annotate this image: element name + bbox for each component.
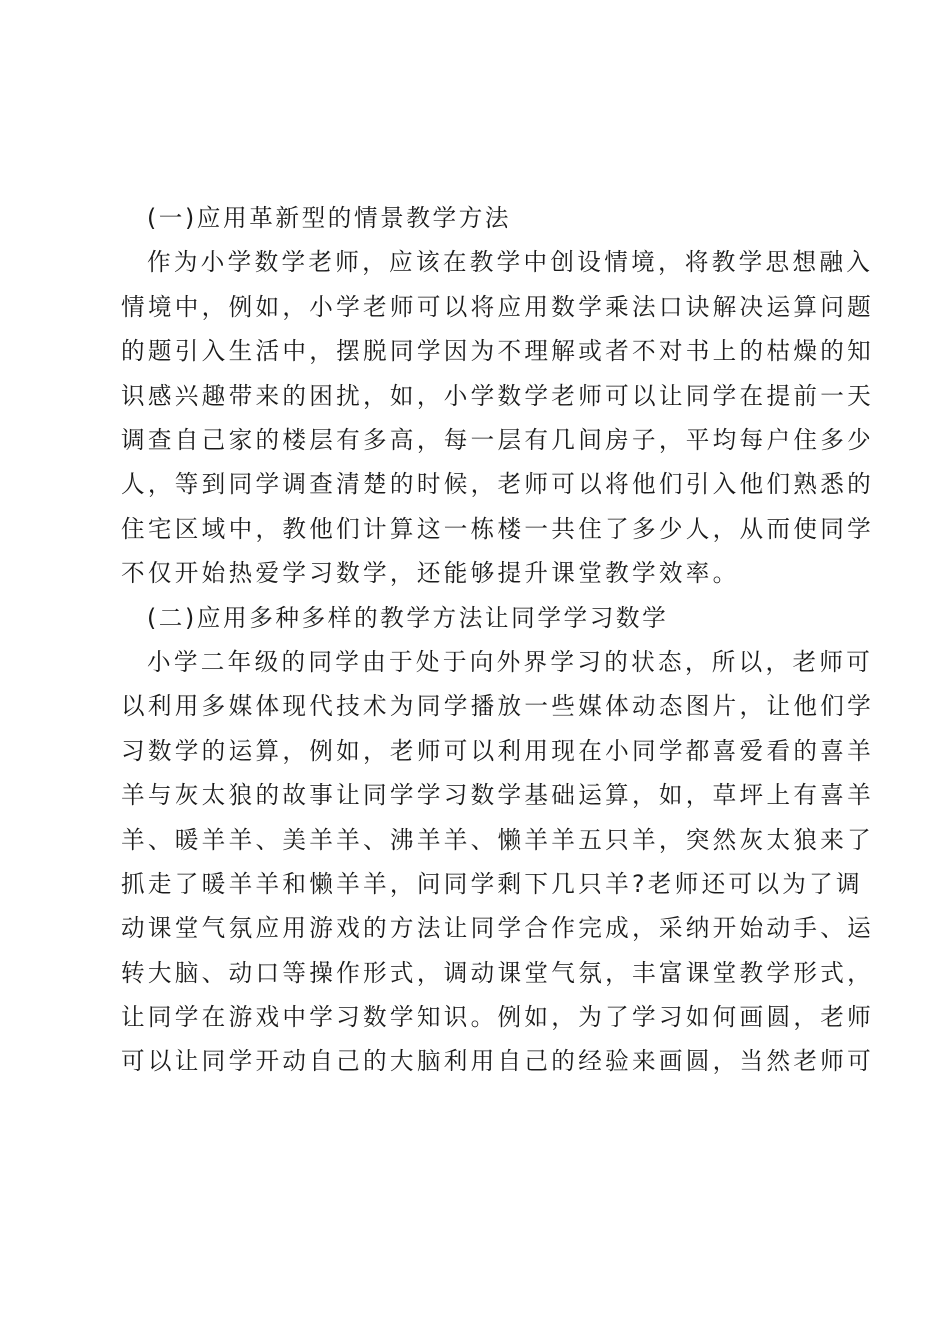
section-heading: (二)应用多种多样的教学方法让同学学习数学 <box>147 603 669 632</box>
paragraph-line: 可以让同学开动自己的大脑利用自己的经验来画圆，当然老师可 <box>121 1047 875 1076</box>
paragraph-line: 作为小学数学老师，应该在教学中创设情境，将教学思想融入 <box>147 248 874 277</box>
paragraph-line: 调查自己家的楼层有多高，每一层有几间房子，平均每户住多少 <box>121 425 875 454</box>
paragraph-line: 小学二年级的同学由于处于向外界学习的状态，所以，老师可 <box>147 647 874 676</box>
paragraph-line: 动课堂气氛应用游戏的方法让同学合作完成，采纳开始动手、运 <box>121 914 875 943</box>
paragraph-line: 不仅开始热爱学习数学，还能够提升课堂教学效率。 <box>121 559 740 588</box>
section-heading: (一)应用革新型的情景教学方法 <box>147 204 512 232</box>
paragraph-line: 转大脑、动口等操作形式，调动课堂气氛，丰富课堂教学形式， <box>121 958 875 987</box>
paragraph-line: 情境中，例如，小学老师可以将应用数学乘法口诀解决运算问题 <box>121 292 875 321</box>
paragraph-line: 让同学在游戏中学习数学知识。例如，为了学习如何画圆，老师 <box>121 1003 875 1032</box>
section-paragraph <box>121 240 875 595</box>
section-1 <box>121 196 875 596</box>
paragraph-line: 识感兴趣带来的困扰，如，小学数学老师可以让同学在提前一天 <box>121 381 875 410</box>
paragraph-line: 以利用多媒体现代技术为同学播放一些媒体动态图片，让他们学 <box>121 692 875 721</box>
paragraph-line: 住宅区域中，教他们计算这一栋楼一共住了多少人，从而使同学 <box>121 514 875 543</box>
paragraph-line: 习数学的运算，例如，老师可以利用现在小同学都喜爱看的喜羊 <box>121 736 875 765</box>
paragraph-line: 羊与灰太狼的故事让同学学习数学基础运算，如，草坪上有喜羊 <box>121 781 875 810</box>
paragraph-line: 人，等到同学调查清楚的时候，老师可以将他们引入他们熟悉的 <box>121 470 875 499</box>
section-paragraph <box>121 640 875 1084</box>
document-body <box>121 196 875 1084</box>
section-2 <box>121 596 875 1084</box>
paragraph-line: 抓走了暖羊羊和懒羊羊，问同学剩下几只羊?老师还可以为了调 <box>121 869 863 898</box>
paragraph-line: 羊、暖羊羊、美羊羊、沸羊羊、懒羊羊五只羊，突然灰太狼来了 <box>121 825 875 854</box>
paragraph-line: 的题引入生活中，摆脱同学因为不理解或者不对书上的枯燥的知 <box>121 337 875 366</box>
